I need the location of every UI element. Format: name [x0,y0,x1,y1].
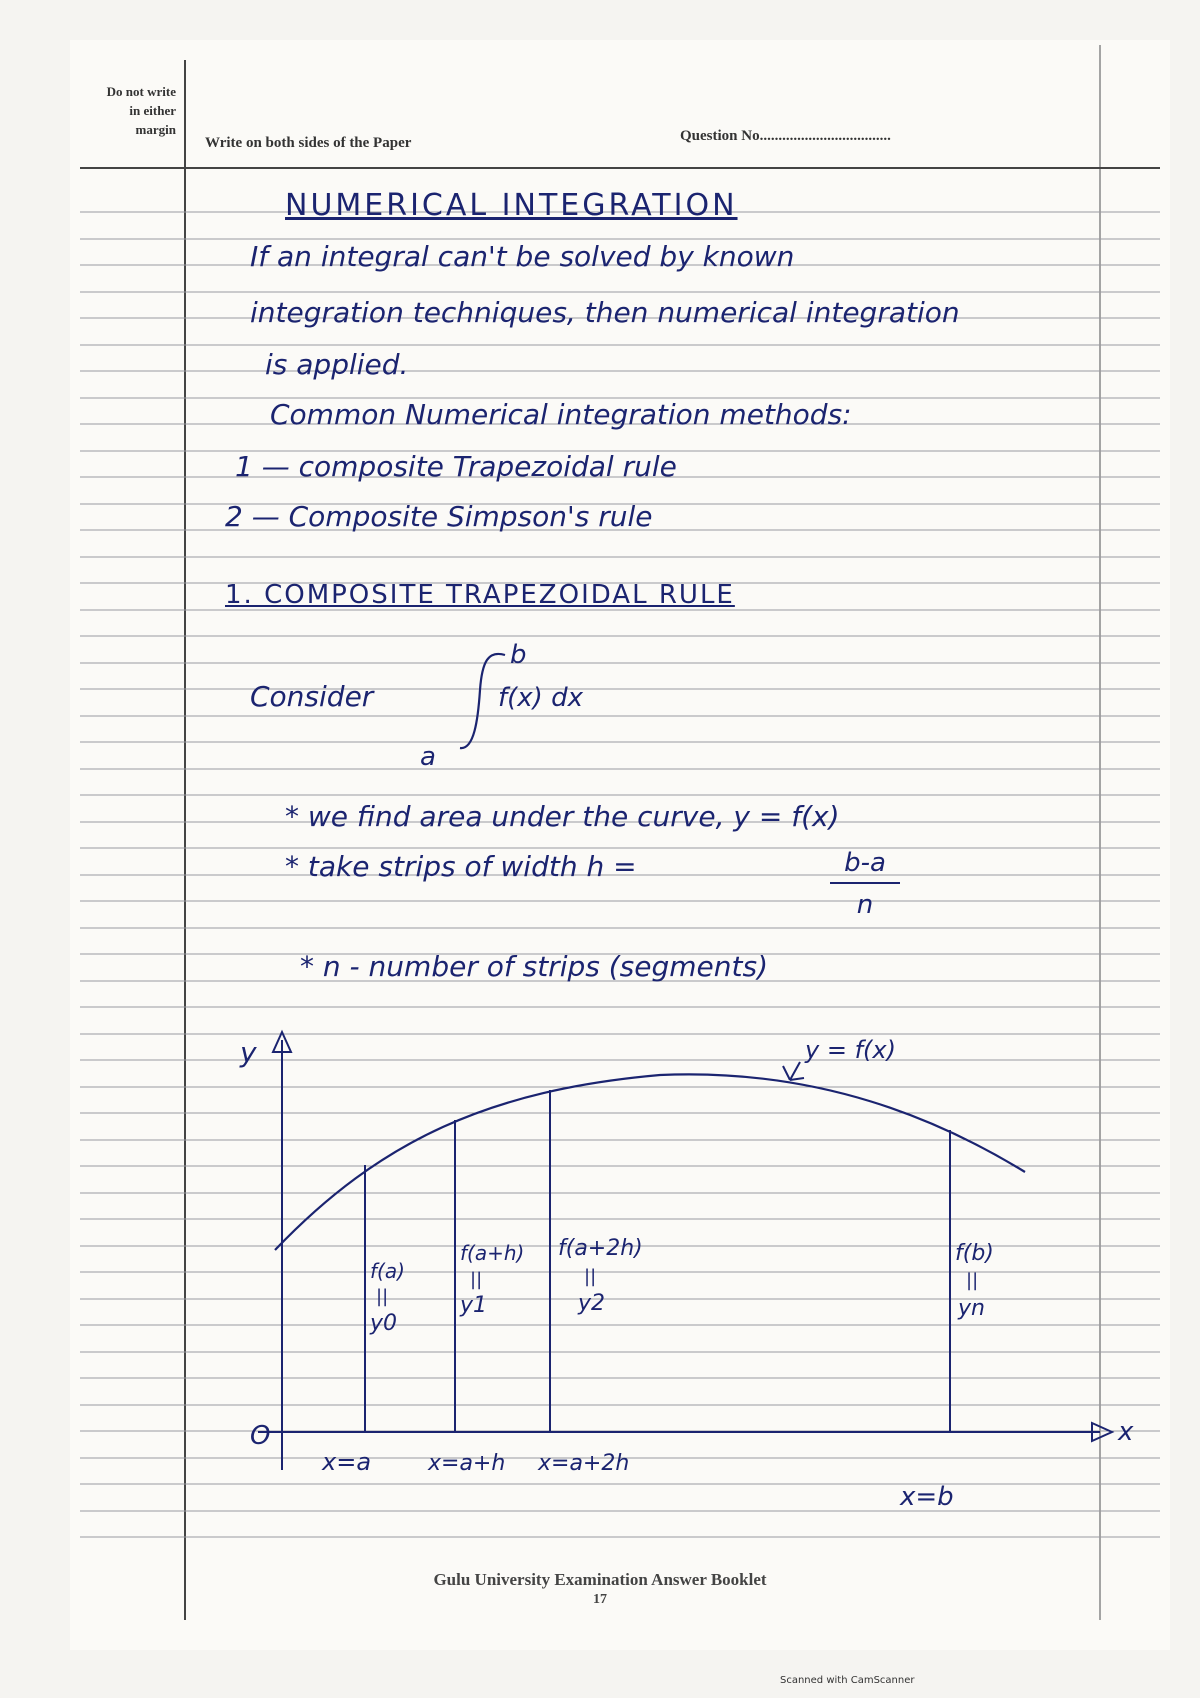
ordinate-n-equals: || [966,1270,979,1291]
ordinate-0-y: y0 [370,1311,398,1336]
ordinate-0-value: f(a) [370,1259,405,1283]
scanner-watermark: Scanned with CamScanner [780,1675,915,1686]
ordinate-0-x: x=a [322,1448,372,1476]
intro-line-1: If an integral can't be solved by known [250,240,795,273]
margin-note-line-1: Do not write [106,84,176,99]
question-number-field: Question No................................... [680,128,891,144]
h-denominator: n [856,890,874,920]
ordinate-2-y: y2 [578,1291,606,1316]
curve-f [275,1074,1025,1250]
margin-note-line-2: in either [129,103,176,118]
ordinate-1-y: y1 [460,1293,488,1318]
instruction-text: Write on both sides of the Paper [205,135,412,151]
footer-title: Gulu University Examination Answer Booklet [433,1570,767,1589]
intro-line-3: is applied. [265,348,409,381]
methods-heading: Common Numerical integration methods: [270,398,852,431]
x-axis-label: x [1118,1417,1134,1447]
method-item-2: 2 — Composite Simpson's rule [225,500,653,533]
ordinate-n-y: yn [958,1296,985,1321]
ordinate-n-value: f(b) [955,1241,994,1266]
origin-label: O [250,1421,271,1451]
ordinate-2-x: x=a+2h [538,1451,630,1476]
integral-upper-limit: b [510,640,527,670]
ordinate-2-equals: || [584,1266,597,1287]
y-axis-label: y [240,1036,257,1069]
ordinate-1-equals: || [470,1269,483,1290]
ordinate-n-x: x=b [900,1482,954,1512]
integrand: f(x) dx [498,683,583,713]
intro-line-2: integration techniques, then numerical integration [250,296,960,329]
margin-note-line-3: margin [135,122,176,137]
section-title: 1. COMPOSITE TRAPEZOIDAL RULE [225,580,735,610]
consider-label: Consider [250,680,374,713]
page-number: 17 [593,1592,607,1607]
bullet-strip-width: * take strips of width h = [285,850,637,883]
bullet-area: * we find area under the curve, y = f(x) [285,800,840,833]
bullet-number-of-strips: * n - number of strips (segments) [300,950,768,983]
integral-lower-limit: a [420,742,436,772]
ordinate-1-value: f(a+h) [460,1241,525,1265]
curve-label: y = f(x) [805,1036,896,1064]
ordinate-2-value: f(a+2h) [558,1236,643,1261]
ordinate-1-x: x=a+h [428,1451,506,1476]
ordinate-0-equals: || [376,1286,389,1307]
method-item-1: 1 — composite Trapezoidal rule [235,450,677,483]
curve-label-pointer [783,1062,804,1080]
notes-title: NUMERICAL INTEGRATION [285,188,738,223]
h-numerator: b-a [844,848,886,878]
